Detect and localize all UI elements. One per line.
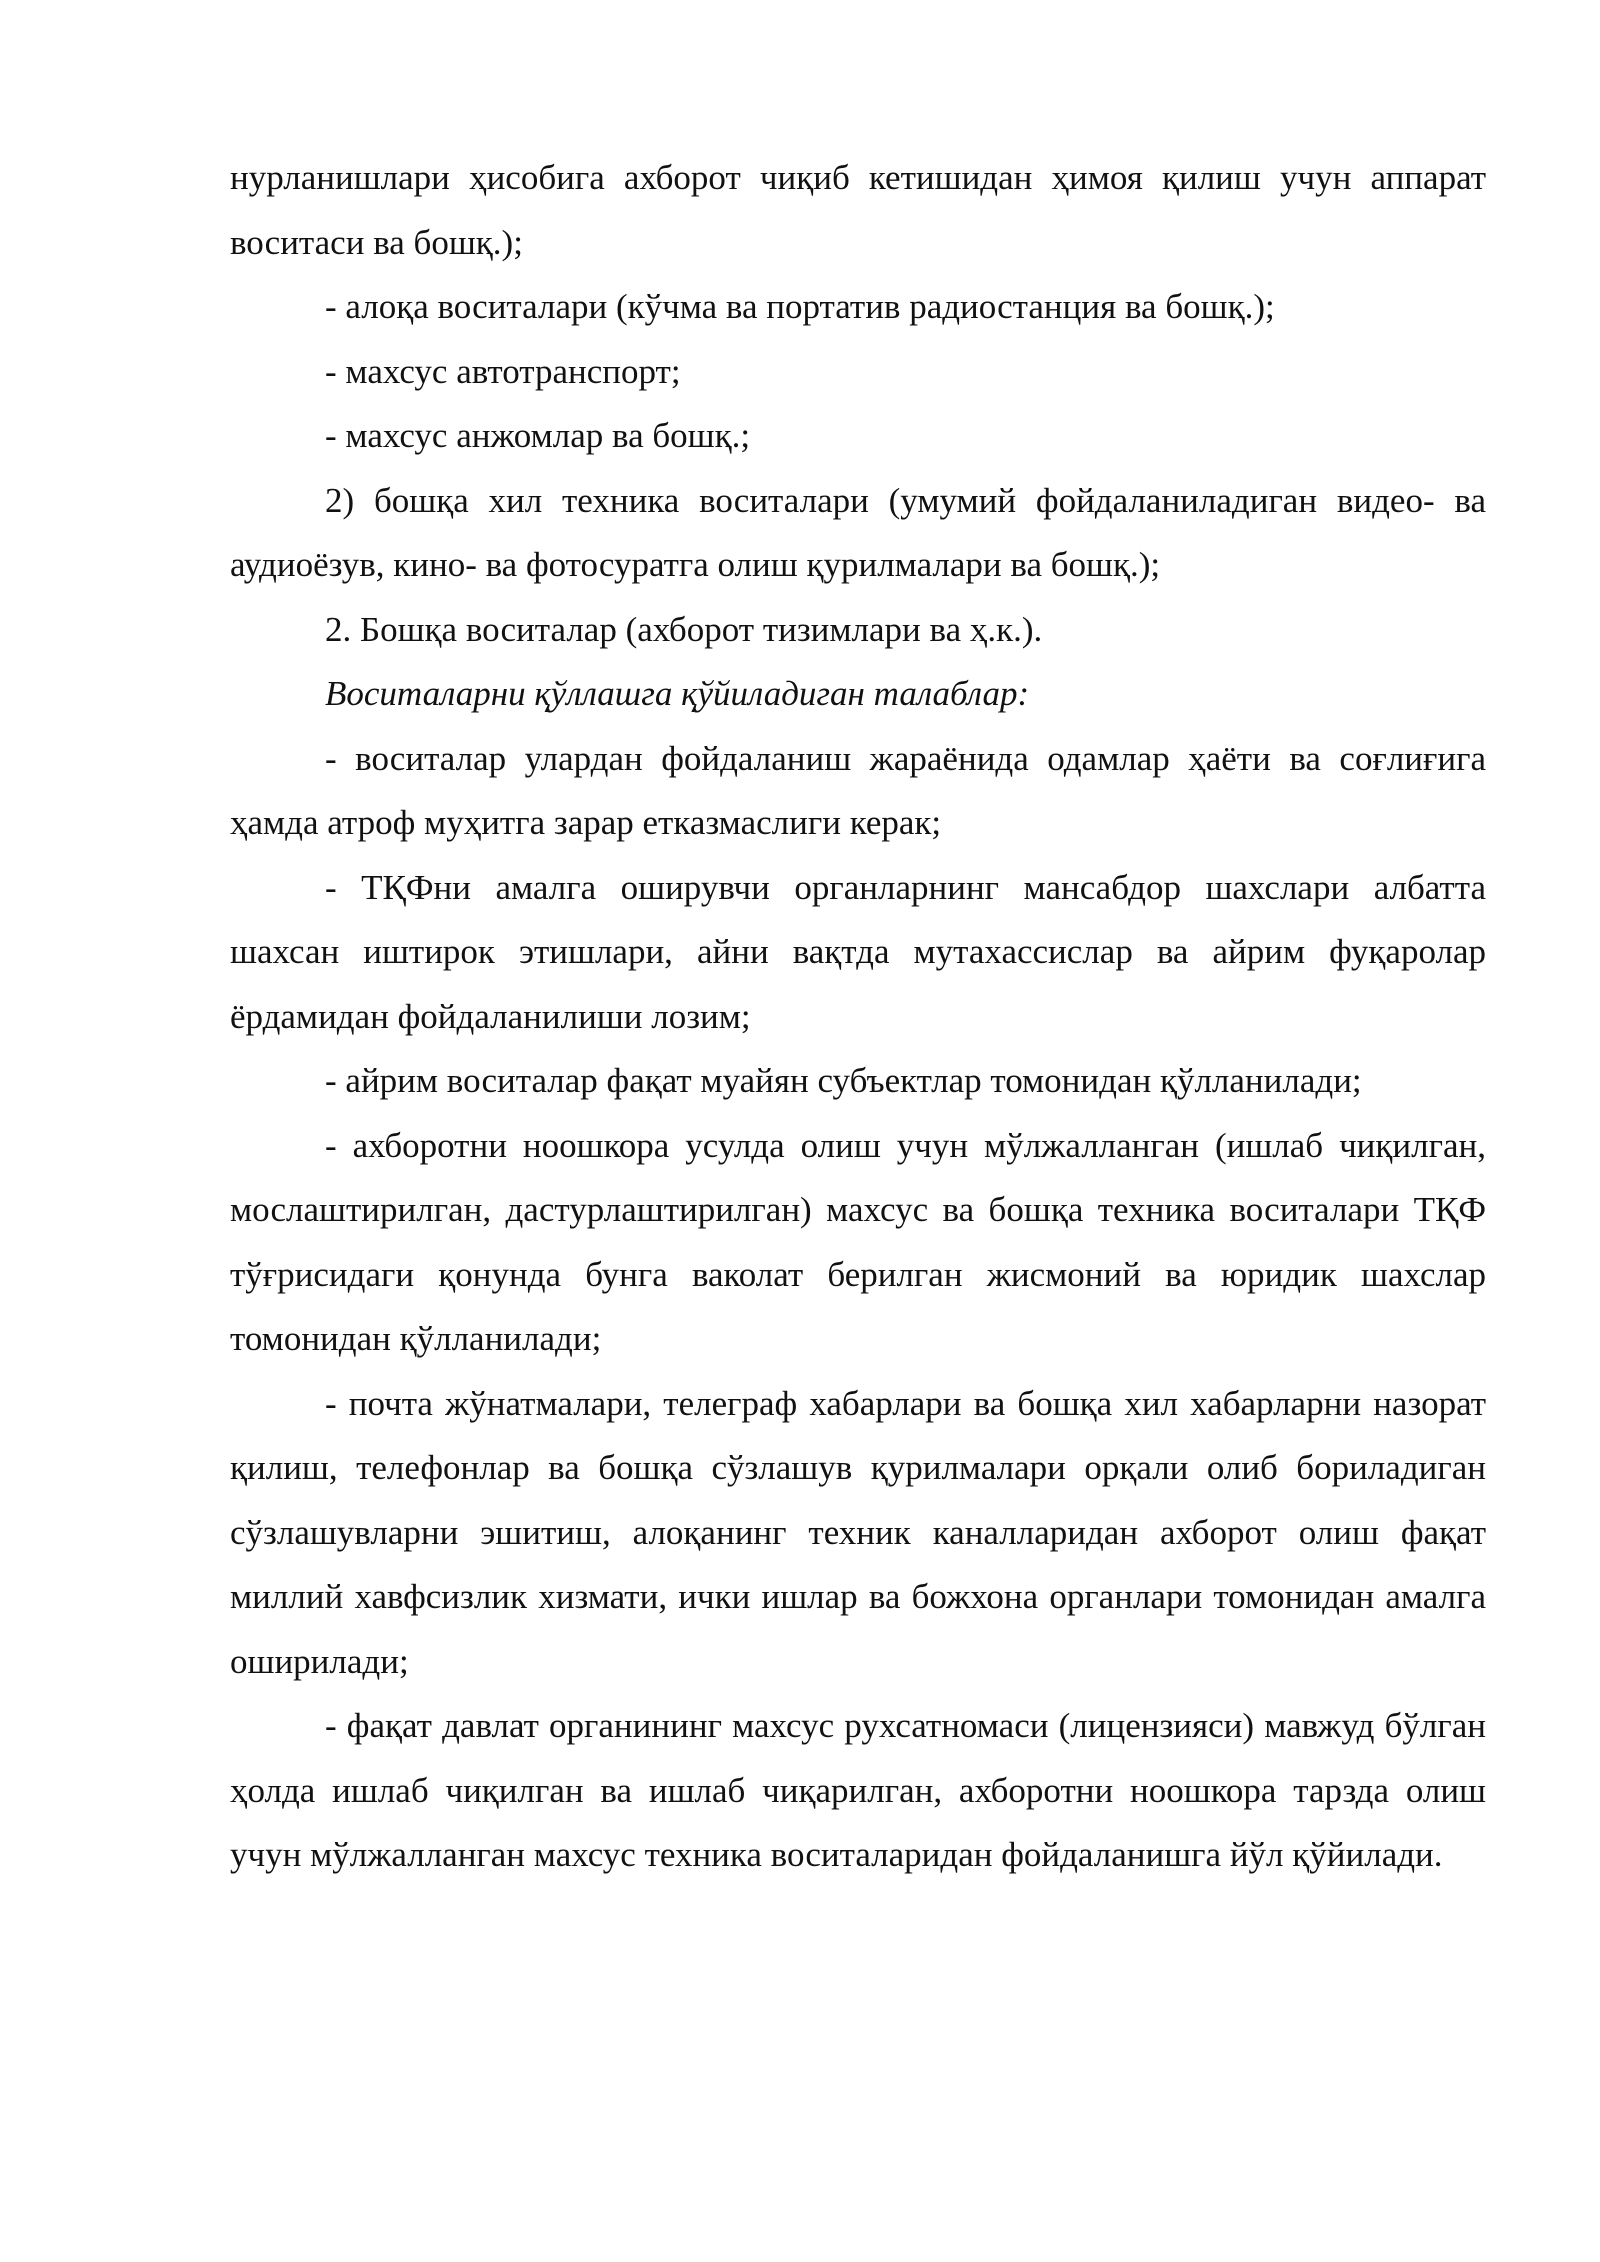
paragraph-1: нурланишлари ҳисобига ахборот чиқиб кетишидан ҳимоя қилиш учун аппарат воситаси ва бошқ.); [230,158,1486,262]
paragraph-10: - айрим воситалар фақат муайян субъектлар томонидан қўлланилади; [325,1061,1362,1100]
section-heading: Воситаларни қўллашга қўйиладиган талаблар: [325,674,1030,713]
paragraph-5: 2) бошқа хил техника воситалари (умумий фойдаланиладиган видео- ва аудиоёзув, кино- ва фотосуратга олиш қурилмалари ва бошқ.); [230,480,1486,584]
paragraph-3: - махсус автотранспорт; [325,351,681,391]
paragraph-13: - фақат давлат органининг махсус рухсатномаси (лицензияси) мавжуд бўлган ҳолда ишлаб чиқилган ва ишлаб чиқарилган, ахборотни ноошкора тарзда олиш учун мўлжалланган махсус техника воситаларидан фойдаланишга йўл қўйилади. [230,1706,1486,1874]
paragraph-11: - ахборотни ноошкора усулда олиш учун мўлжалланган (ишлаб чиқилган, мослаштирилган, дастурлаштирилган) махсус ва бошқа техника воситалари ТҚФ тўғрисидаги қонунда бунга ваколат берилган жисмоний ва юридик шахслар томонидан қўлланилади; [230,1125,1486,1358]
paragraph-9: - ТҚФни амалга оширувчи органларнинг мансабдор шахслари албатта шахсан иштирок этишлари, айни вақтда мутахассислар ва айрим фуқаролар ёрдамидан фойдаланилиши лозим; [230,867,1486,1036]
paragraph-8: - воситалар улардан фойдаланиш жараёнида одамлар ҳаёти ва соғлиғига ҳамда атроф муҳитга зарар етказмаслиги керак; [230,738,1486,842]
paragraph-6: 2. Бошқа воситалар (ахборот тизимлари ва ҳ.к.). [325,609,1043,649]
paragraph-4: - махсус анжомлар ва бошқ.; [325,416,751,455]
document-page [230,146,1486,1888]
paragraph-12: - почта жўнатмалари, телеграф хабарлари ва бошқа хил хабарларни назорат қилиш, телефонлар ва бошқа сўзлашув қурилмалари орқали олиб бориладиган сўзлашувларни эшитиш, алоқанинг техник каналларидан ахборот олиш фақат миллий хавфсизлик хизмати, ички ишлар ва божхона органлари томонидан амалга оширилади; [230,1383,1486,1681]
paragraph-2: - алоқа воситалари (кўчма ва портатив радиостанция ва бошқ.); [325,287,1275,326]
